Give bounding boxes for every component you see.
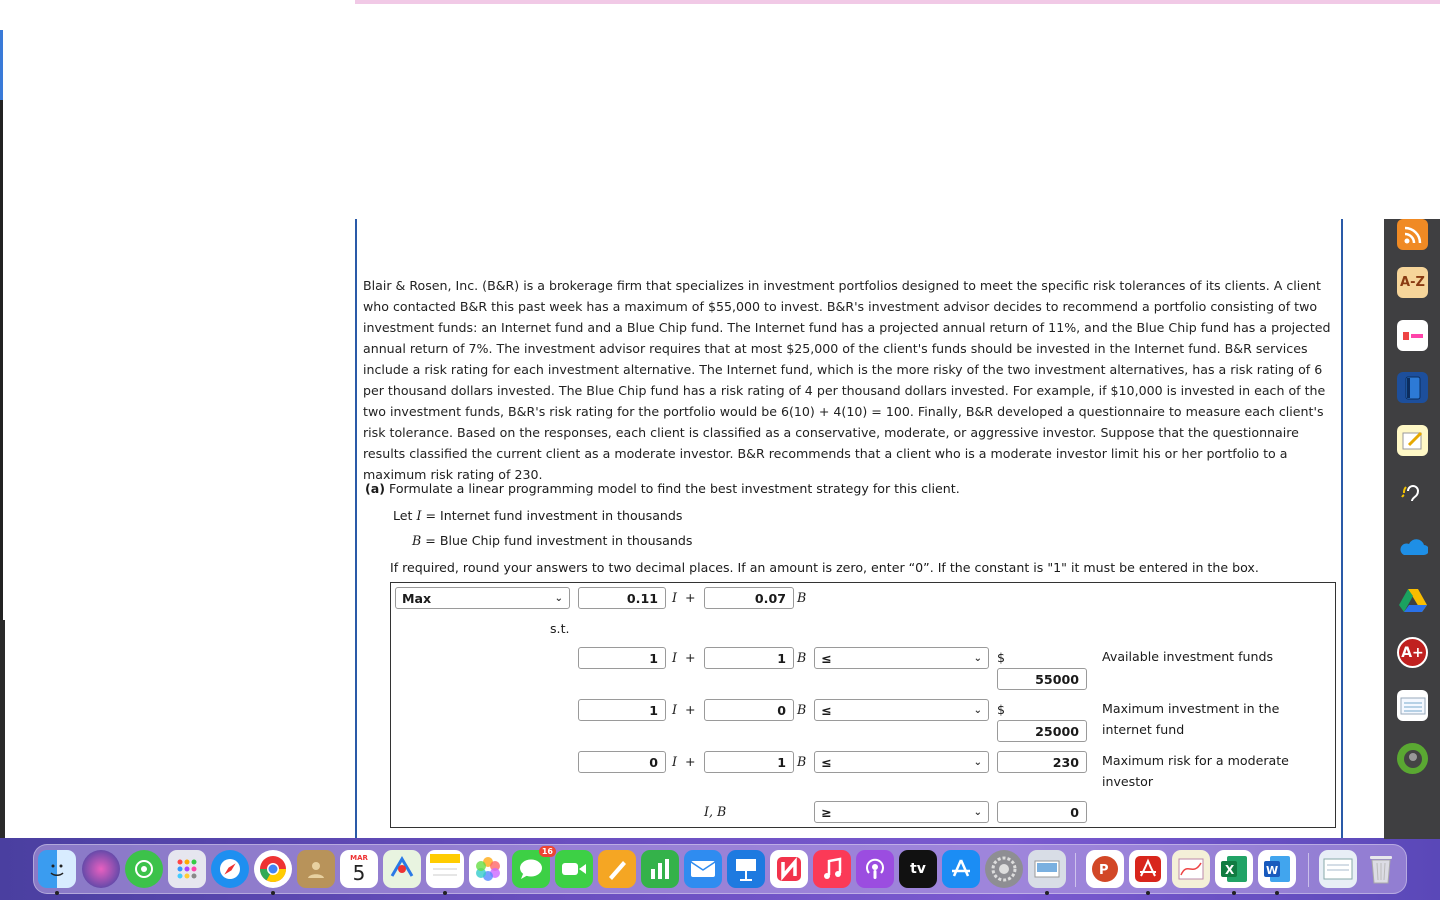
app-store-icon[interactable]: [942, 850, 980, 888]
objective-type-value: Max: [402, 590, 432, 606]
constraint-3-coef-b-input[interactable]: 1: [704, 751, 794, 773]
problem-statement: Blair & Rosen, Inc. (B&R) is a brokerage firm that specializes in investment portfolios designed to meet the specific risk tolerances of its clients. A client who contacted B&R this past week has a maximum of $55,000 to invest. B&R's investment advisor decides to recommend a portfolio consisting of two investment funds: an Internet fund and a Blue Chip fund. The Internet fund has a projected annual return of 11%, and the Blue Chip fund has a projected annual return of 7%. The investment advisor requires that at most $25,000 of the client's funds should be invested in the Internet fund. B&R services include a risk rating for each investment alternative. The Internet fund, which is the more risky of the two investment alternatives, has a risk rating of 6 per thousand dollars invested. The Blue Chip fund has a risk rating of 4 per thousand dollars invested. For example, if $10,000 is invested in each of the two investment funds, B&R's risk rating for the portfolio would be 6(10) + 4(10) = 100. Finally, B&R developed a questionnaire to measure each client's risk tolerance. Based on the responses, each client is classified as a conservative, moderate, or aggressive investor. Suppose that the questionnaire results classified the current client as a moderate investor. B&R recommends that a client who is a moderate investor limit his or her portfolio to a maximum risk rating of 230.: [363, 278, 1331, 482]
constraint-3-var-i: I +: [672, 754, 696, 769]
svg-text:W: W: [1266, 864, 1279, 877]
constraint-2-coef-i-input[interactable]: 1: [578, 699, 666, 721]
question-panel: [355, 219, 1343, 838]
constraint-1-description: Available investment funds: [1102, 649, 1274, 664]
right-sidebar: [1384, 219, 1440, 839]
a-plus-label: A+: [1401, 644, 1424, 661]
google-drive-icon[interactable]: [1397, 584, 1428, 615]
constraint-2-var-b: B: [797, 702, 807, 717]
constraint-1-rhs-input[interactable]: 55000: [997, 668, 1087, 690]
preview-icon[interactable]: [1028, 850, 1066, 888]
nonneg-rhs-input[interactable]: 0: [997, 801, 1087, 823]
music-icon[interactable]: [813, 850, 851, 888]
contacts-icon[interactable]: [297, 850, 335, 888]
left-dark-band: [0, 620, 5, 860]
word-icon[interactable]: [1258, 850, 1296, 888]
chevron-down-icon: ⌄: [554, 592, 563, 604]
part-a-prompt: [365, 481, 960, 496]
constraint-2-relation-value: ≤: [821, 702, 832, 718]
constraint-3-relation-select[interactable]: [814, 751, 989, 773]
powerpoint-icon[interactable]: [1086, 850, 1124, 888]
constraint-3-var-b: B: [797, 754, 807, 769]
let-word: Let: [393, 508, 413, 523]
constraint-2-coef-b-input[interactable]: 0: [704, 699, 794, 721]
office-icon[interactable]: [1397, 320, 1428, 351]
photos-icon[interactable]: [469, 850, 507, 888]
onedrive-icon[interactable]: [1397, 531, 1428, 562]
podcasts-icon[interactable]: [856, 850, 894, 888]
acrobat-icon[interactable]: [1129, 850, 1167, 888]
subject-to-label: s.t.: [550, 621, 570, 636]
svg-text:X: X: [1225, 863, 1235, 877]
objective-var-i: I +: [672, 590, 696, 605]
constraint-1-coef-i-input[interactable]: 1: [578, 647, 666, 669]
constraint-3-coef-i-input[interactable]: 0: [578, 751, 666, 773]
news-icon[interactable]: [770, 850, 808, 888]
hearing-icon[interactable]: [1397, 478, 1428, 509]
constraint-2-description: Maximum investment in the internet fund: [1102, 701, 1280, 737]
variable-i: I: [416, 508, 422, 523]
constraint-2-dollar: $: [997, 702, 1006, 717]
apple-tv-icon[interactable]: [899, 850, 937, 888]
messages-icon[interactable]: [512, 847, 553, 888]
a-z-label: A-Z: [1400, 275, 1425, 290]
facetime-icon[interactable]: [555, 850, 593, 888]
svg-text:P: P: [1099, 863, 1109, 878]
objective-coef-i-input[interactable]: 0.11: [578, 587, 666, 609]
blank-panel: [4, 0, 355, 860]
chrome-icon[interactable]: [254, 850, 292, 888]
system-preferences-icon[interactable]: [985, 850, 1023, 888]
constraint-1-dollar: $: [997, 650, 1006, 665]
definition-i: [393, 508, 682, 523]
constraint-1-coef-b-input[interactable]: 1: [704, 647, 794, 669]
pages-icon[interactable]: [598, 850, 636, 888]
definition-b-text: = Blue Chip fund investment in thousands: [421, 533, 693, 548]
rounding-note: If required, round your answers to two decimal places. If an amount is zero, enter “0”. If the constant is "1" it must be entered in the box.: [390, 560, 1259, 575]
objective-type-select[interactable]: [395, 587, 570, 609]
left-window-edge-dark: [0, 100, 3, 620]
constraint-3-rhs-input[interactable]: 230: [997, 751, 1087, 773]
objective-var-b: B: [797, 590, 807, 605]
find-my-icon[interactable]: [125, 850, 163, 888]
chevron-down-icon: ⌄: [973, 704, 982, 716]
maps-icon[interactable]: [383, 850, 421, 888]
chevron-down-icon: ⌄: [973, 756, 982, 768]
excel-icon[interactable]: [1215, 850, 1253, 888]
a-plus-icon[interactable]: [1397, 637, 1428, 668]
chevron-down-icon: ⌄: [973, 652, 982, 664]
list-icon[interactable]: [1397, 690, 1428, 721]
calendar-month: MAR: [350, 854, 368, 862]
numbers-icon[interactable]: [641, 850, 679, 888]
nonneg-vars-label: I, B: [704, 804, 727, 819]
a-z-icon[interactable]: [1397, 267, 1428, 298]
calendar-day: 5: [352, 861, 366, 885]
constraint-3-relation-value: ≤: [821, 754, 832, 770]
safari-icon[interactable]: [211, 850, 249, 888]
objective-coef-b-input[interactable]: 0.07: [704, 587, 794, 609]
left-window-edge: [0, 30, 3, 100]
definition-i-text: = Internet fund investment in thousands: [421, 508, 683, 523]
notes-app-icon[interactable]: [426, 850, 464, 888]
nonneg-relation-select[interactable]: [814, 801, 989, 823]
constraint-1-relation-value: ≤: [821, 650, 832, 666]
book-icon[interactable]: [1397, 372, 1428, 403]
variable-b: B: [412, 533, 422, 548]
nonneg-relation-value: ≥: [821, 804, 832, 820]
downloads-stack-icon[interactable]: [1319, 850, 1357, 888]
mail-icon[interactable]: [684, 850, 722, 888]
siri-icon[interactable]: [82, 850, 120, 888]
constraint-1-var-i: I +: [672, 650, 696, 665]
calendar-icon[interactable]: [340, 850, 378, 888]
notes-icon[interactable]: [1397, 425, 1428, 456]
part-a-label: (a): [365, 481, 386, 496]
constraint-3-description: Maximum risk for a moderate investor: [1102, 753, 1289, 789]
constraint-2-var-i: I +: [672, 702, 696, 717]
messages-badge: 16: [539, 846, 556, 857]
grapher-icon[interactable]: [1172, 850, 1210, 888]
constraint-2-relation-select[interactable]: [814, 699, 989, 721]
definition-b: [412, 533, 692, 548]
tv-label: tv: [910, 861, 926, 877]
rss-icon[interactable]: [1397, 219, 1428, 250]
launchpad-icon[interactable]: [168, 850, 206, 888]
constraint-2-rhs-input[interactable]: 25000: [997, 720, 1087, 742]
part-a-text: Formulate a linear programming model to find the best investment strategy for this client.: [389, 481, 960, 496]
dock: [33, 844, 1407, 894]
chevron-down-icon: ⌄: [973, 806, 982, 818]
keynote-icon[interactable]: [727, 850, 765, 888]
finder-icon[interactable]: [38, 850, 76, 888]
constraint-1-relation-select[interactable]: [814, 647, 989, 669]
avatar-icon[interactable]: [1397, 743, 1428, 774]
constraint-1-var-b: B: [797, 650, 807, 665]
window-top-strip: [180, 0, 1440, 4]
lp-model-form: [390, 582, 1336, 828]
trash-icon[interactable]: [1362, 850, 1400, 888]
